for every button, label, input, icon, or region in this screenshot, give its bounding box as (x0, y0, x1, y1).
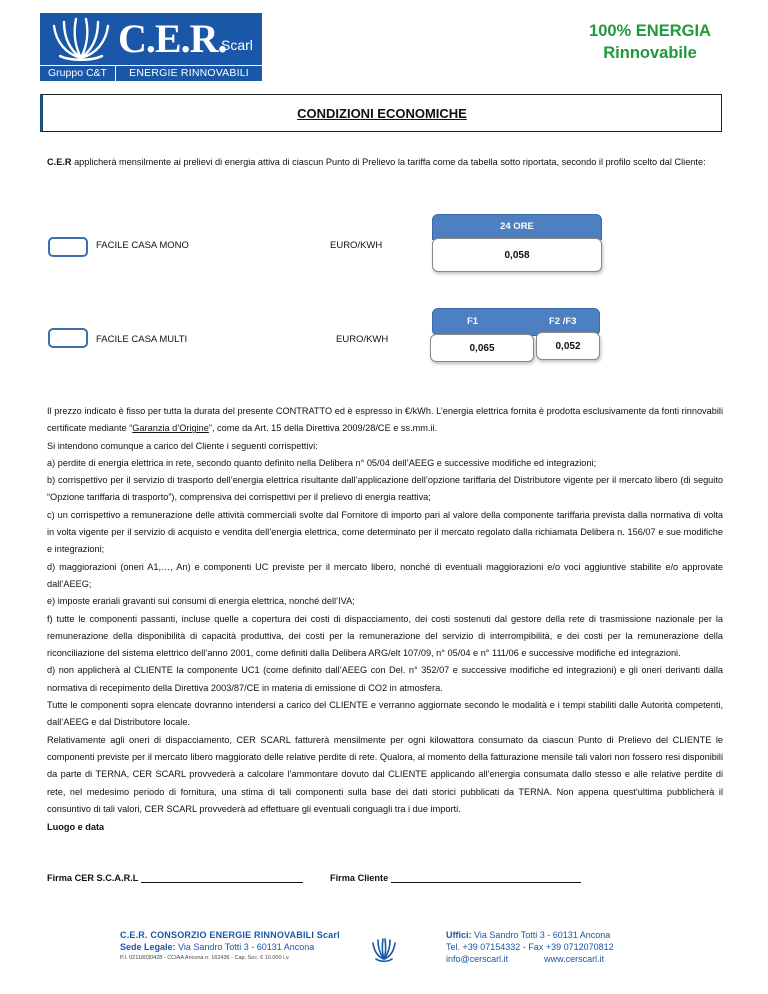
section-title-box (40, 94, 722, 132)
offer-multi-unit: EURO/KWH (336, 334, 389, 345)
signature-client-line[interactable] (391, 882, 581, 883)
offer-mono-label: FACILE CASA MONO (96, 240, 189, 251)
signature-cer (47, 873, 303, 883)
lotus-icon (370, 937, 398, 963)
item-d-uc1: d) non applicherà al CLIENTE la componente UC1 (come definito dall’AEEG con Del. n° 352/07 e successive modifiche ed integrazioni) e gli oneri derivanti dalla normativa di recepimento della Direttiva 2003/87/CE in materia di emissione di CO2 in atmosfera. (47, 665, 723, 693)
intro-company: C.E.R (47, 157, 72, 167)
energy-line-1: 100% ENERGIA (589, 22, 711, 40)
footer-email[interactable]: info@cerscarl.it (446, 954, 509, 964)
footer-seat: Sede Legale: Via Sandro Totti 3 - 60131 Ancona (120, 942, 315, 952)
item-e: e) imposte erariali gravanti sui consumi di energia elettrica, nonché dell’IVA; (47, 596, 355, 607)
footer-legal: P.I. 02118030428 - CCIAA Ancona n. 162436 - Cap. Soc. € 10.000 i.v. (120, 955, 290, 961)
brand-name: C.E.R. (118, 16, 227, 61)
renewable-energy-badge (562, 20, 738, 64)
value-f2-f3: 0,052 (536, 332, 600, 360)
energy-line-2: Rinnovabile (603, 44, 697, 62)
signature-cer-label: Firma CER S.C.A.R.L (47, 873, 141, 883)
guarantee-of-origin: Garanzia d’Origine (132, 423, 209, 434)
brand-suffix: Scarl (221, 37, 253, 53)
footer-offices: Uffici: Via Sandro Totti 3 - 60131 Ancona (446, 930, 611, 940)
intro-paragraph (47, 154, 723, 171)
group-label: Gruppo C&T (40, 66, 115, 81)
footer-right (446, 930, 666, 964)
paragraph-updates: Tutte le componenti sopra elencate dovranno intendersi a carico del CLIENTE e verranno aggiornate secondo le modalità e i tempi stabiliti dalle Autorità competenti, dall’AEEG e dal Distributore locale. (47, 700, 723, 728)
footer-website[interactable]: www.cerscarl.it (544, 954, 605, 964)
lotus-icon (46, 16, 116, 62)
footer-contacts (446, 954, 666, 964)
item-c: c) un corrispettivo a remunerazione delle attività commerciali svolte dal Fornitore di importo pari al valore della componente tariffaria prevista dalla normativa di volta in volta vigente per il servizio di acquisto e vendita dell’energia elettrica, come determinato per il mercato regolato dalla richiamata Delibera n. 156/07 e sue modifiche e integrazioni; (47, 509, 723, 555)
company-logo (40, 13, 262, 81)
header-f1: F1 (467, 316, 479, 327)
logo-banner (40, 13, 262, 65)
signature-client (330, 873, 581, 883)
header-f2-f3: F2 /F3 (549, 316, 577, 327)
item-d: d) maggiorazioni (oneri A1,…, An) e componenti UC previste per il mercato libero, nonché di eventuali maggiorazioni e/o voci aggiuntive stabilite e/o approvate dall’AEEG; (47, 561, 723, 589)
header-24-ore: 24 ORE (432, 214, 602, 240)
offer-mono-unit: EURO/KWH (330, 240, 383, 251)
item-f: f) tutte le componenti passanti, incluse quelle a copertura dei costi di dispacciamento, dei costi sostenuti dal gestore della rete di trasmissione nazionale per la remunerazione della disponibilità di capacità produttiva, dei costi per la remunerazione del servizio di interrompibilità, e dei costi per la remunerazione della riconciliazione del sistema elettrico dell’anno 2001, come definiti dalla Delibera ARG/elt 107/09, n° 05/04 e n° 111/06 e successive modifiche ed integrazioni. (47, 613, 723, 659)
paragraph-price: Il prezzo indicato è fisso per tutta la durata del presente CONTRATTO ed è espresso in €/kWh. L’energia elettrica fornita è prodotta esclusivamente da fonti rinnovabili certificate mediante “Garanzia d’Origine”, come da Art. 15 della Direttiva 2009/28/CE e ss.mm.ii. (47, 406, 723, 434)
logo-subline (40, 66, 262, 81)
checkbox-facile-casa-multi[interactable] (48, 328, 88, 348)
footer-phones: Tel. +39 07154332 - Fax +39 0712070812 (446, 942, 614, 952)
item-b: b) corrispettivo per il servizio di trasporto dell’energia elettrica risultante dall’applicazione dell’opzione tariffaria del Distributore vigente per il mercato libero (di seguito “Opzione tariffaria di trasporto”), comprensiva dei corrispettivi per il prelievo di energia reattiva; (47, 475, 723, 503)
item-a: a) perdite di energia elettrica in rete, secondo quanto definito nella Delibera n° 05/04 dell’AEEG e successive modifiche ed integrazioni; (47, 457, 597, 468)
checkbox-facile-casa-mono[interactable] (48, 237, 88, 257)
footer-left (120, 930, 350, 961)
value-f1: 0,065 (430, 334, 534, 362)
tagline: ENERGIE RINNOVABILI (116, 66, 262, 81)
paragraph-charges-intro: Si intendono comunque a carico del Cliente i seguenti corrispettivi: (47, 440, 318, 451)
section-title: CONDIZIONI ECONOMICHE (297, 106, 467, 121)
conditions-text (47, 403, 723, 818)
intro-text: applicherà mensilmente ai prelievi di energia attiva di ciascun Punto di Prelievo la tariffa come da tabella sotto riportata, secondo il profilo scelto dal Cliente: (71, 157, 706, 167)
place-date-label: Luogo e data (47, 822, 105, 832)
signature-client-label: Firma Cliente (330, 873, 391, 883)
value-24-ore: 0,058 (432, 238, 602, 272)
footer-company-name: C.E.R. CONSORZIO ENERGIE RINNOVABILI Scarl (120, 930, 340, 940)
paragraph-dispatching: Relativamente agli oneri di dispacciamento, CER SCARL fatturerà mensilmente per ogni kilowattora consumato da ciascun Punto di Prelievo del CLIENTE le componenti previste per il mercato libero maggiorato delle relative perdite di rete. Qualora, al momento della fatturazione mensile tali valori non fossero resi disponibili da parte di TERNA, CER SCARL provvederà a calcolare l’ammontare dovuto dal CLIENTE applicando all’energia consumata dallo stesso e alle relative perdite di rete, nel medesimo periodo di fornitura, una stima di tali componenti sulla base dei dati storici pubblicati da TERNA. Non appena quest’ultima pubblicherà il consuntivo di tali valori, CER SCARL provvederà ad effettuare gli eventuali conguagli tra i due importi. (47, 734, 723, 814)
signature-cer-line[interactable] (141, 882, 303, 883)
offer-multi-label: FACILE CASA MULTI (96, 334, 188, 345)
